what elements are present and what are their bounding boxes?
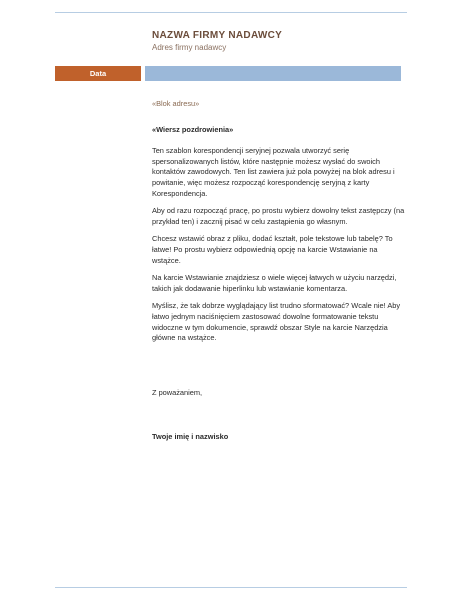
letter-body[interactable] bbox=[152, 99, 407, 450]
body-paragraph[interactable]: Na karcie Wstawianie znajdziesz o wiele więcej łatwych w użyciu narzędzi, takich jak dodawanie hiperlinku lub wstawianie komentarza. bbox=[152, 273, 397, 293]
body-paragraph[interactable]: Ten szablon korespondencji seryjnej pozwala utworzyć serię spersonalizowanych listów, które następnie możesz wysłać do swoich kontaktów zawodowych. Ten list zawiera już pola powyżej na blok adresu i powitanie, więc możesz rozpocząć korespondencję seryjną z karty Korespondencja. bbox=[152, 146, 395, 198]
bottom-rule bbox=[55, 587, 407, 588]
signature-name[interactable]: Twoje imię i nazwisko bbox=[152, 432, 229, 442]
company-address[interactable]: Adres firmy nadawcy bbox=[152, 43, 227, 52]
date-field[interactable]: Data bbox=[55, 66, 141, 81]
body-paragraph[interactable]: Myślisz, że tak dobrze wyglądający list trudno sformatować? Wcale nie! Aby łatwo jednym naciśnięciem zastosować dowolne formatowanie tekstu widoczne w tym dokumencie, sprawdź obszar Style na karcie Narzędzia główne na wstążce. bbox=[152, 301, 401, 343]
body-paragraph[interactable]: Chcesz wstawić obraz z pliku, dodać kształt, pole tekstowe lub tabelę? To łatwe! Po prostu wybierz odpowiednią opcję na karcie Wstawianie na wstążce. bbox=[152, 234, 393, 265]
header-accent-bar bbox=[145, 66, 401, 81]
greeting-line-field[interactable]: «Wiersz pozdrowienia» bbox=[152, 124, 234, 134]
body-paragraph[interactable]: Aby od razu rozpocząć pracę, po prostu wybierz dowolny tekst zastępczy (na przykład ten) i zacznij pisać w celu zastąpienia go własnym. bbox=[152, 206, 405, 226]
address-block-field[interactable]: «Blok adresu» bbox=[152, 99, 200, 108]
company-name[interactable]: NAZWA FIRMY NADAWCY bbox=[152, 30, 283, 41]
closing-line[interactable]: Z poważaniem, bbox=[152, 387, 203, 397]
top-rule bbox=[55, 12, 407, 13]
